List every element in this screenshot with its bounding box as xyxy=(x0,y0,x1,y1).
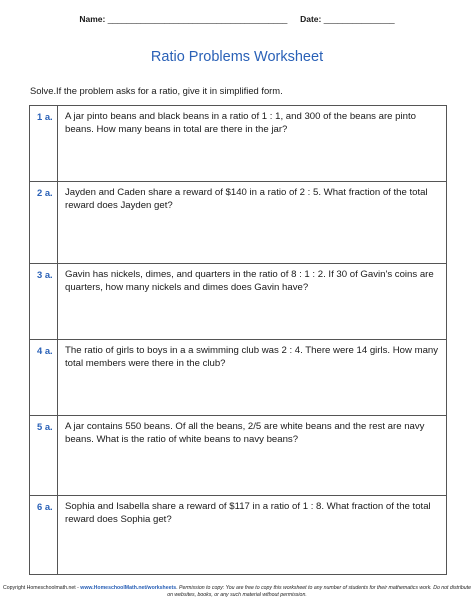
problem-row xyxy=(30,263,446,339)
name-blank: ______________________________________ xyxy=(107,14,288,24)
problem-text: A jar contains 550 beans. Of all the beans, 2/5 are white beans and the rest are navy beans. What is the ratio of white beans to navy beans? xyxy=(65,421,425,445)
problem-number: 5 a. xyxy=(30,416,58,495)
problem-row xyxy=(30,495,446,574)
problem-number: 4 a. xyxy=(30,340,58,415)
problem-number: 2 a. xyxy=(30,182,58,263)
footer-permission: Permission to copy: You are free to copy this worksheet to any number of students for their mathematics work. Do not distribute on websites, books, or any such material without permission. xyxy=(167,585,471,598)
problem-number: 6 a. xyxy=(30,496,58,574)
problem-text: A jar pinto beans and black beans in a ratio of 1 : 1, and 300 of the beans are pinto beans. How many beans in total are there in the jar? xyxy=(65,111,416,135)
worksheet-title: Ratio Problems Worksheet xyxy=(150,49,324,65)
problem-row xyxy=(30,181,446,263)
problem-text: Jayden and Caden share a reward of $140 in a ratio of 2 : 5. What fraction of the total reward does Jayden get? xyxy=(65,187,428,211)
footer-copyright: Copyright Homeschoolmath.net - xyxy=(3,585,81,591)
problem-text: Gavin has nickels, dimes, and quarters in the ratio of 8 : 1 : 2. If 30 of Gavin's coins are quarters, how many nickels and dimes does Gavin have? xyxy=(65,269,434,293)
footer: Copyright Homeschoolmath.net - www.HomeschoolMath.net/worksheets. Permission to copy: You are free to copy this worksheet to any number of students for their mathematics work. Do not distribute on websites, books, or any such material without permission. xyxy=(3,585,471,598)
problem-row xyxy=(30,339,446,415)
problem-row xyxy=(30,415,446,495)
problem-number: 1 a. xyxy=(30,106,58,181)
date-blank: _______________ xyxy=(323,14,395,24)
date-label: Date: xyxy=(300,14,322,24)
footer-link[interactable]: www.HomeschoolMath.net/worksheets xyxy=(80,585,177,591)
problem-row xyxy=(30,106,446,181)
name-date-header xyxy=(0,14,474,24)
name-label: Name: xyxy=(79,14,106,24)
problem-number: 3 a. xyxy=(30,264,58,339)
instructions: Solve.If the problem asks for a ratio, give it in simplified form. xyxy=(30,85,283,96)
problem-table xyxy=(29,105,447,575)
problem-text: Sophia and Isabella share a reward of $117 in a ratio of 1 : 8. What fraction of the total reward does Sophia get? xyxy=(65,501,431,525)
problem-text: The ratio of girls to boys in a a swimming club was 2 : 4. There were 14 girls. How many total members were there in the club? xyxy=(65,345,439,369)
